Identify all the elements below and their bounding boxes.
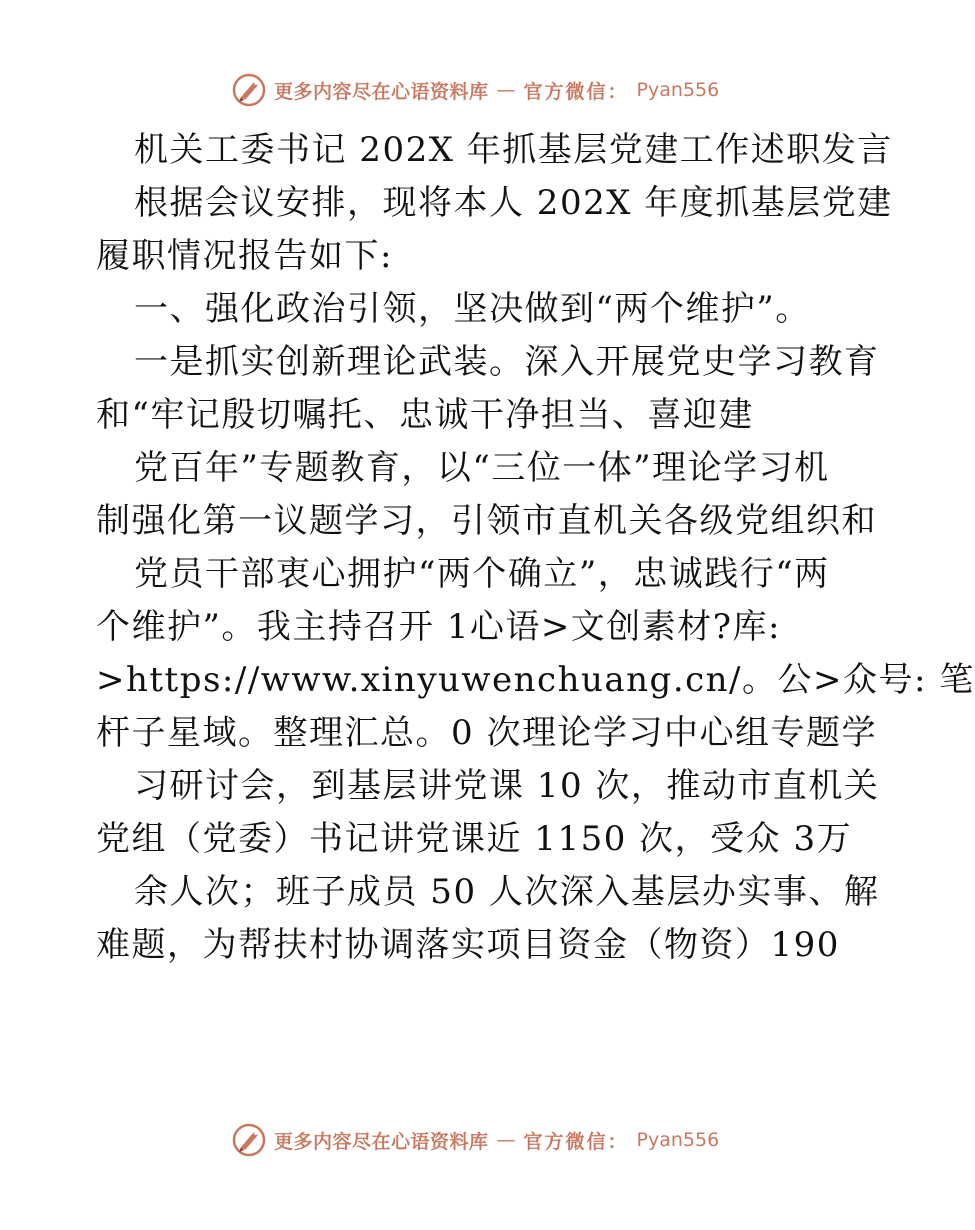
watermark-dash: — (496, 1129, 516, 1151)
text-line: 和“牢记殷切嘱托、忠诚干净担当、喜迎建 (96, 395, 754, 435)
text-line: 杆子星域。整理汇总。0 次理论学习中心组专题学 (96, 713, 877, 753)
text-line: 制强化第一议题学习，引领市直机关各级党组织和 (96, 501, 877, 541)
document-body (96, 124, 975, 972)
footer-watermark (232, 1122, 732, 1158)
watermark-id: Pyan556 (636, 1129, 720, 1151)
text-line: 一是抓实创新理论武装。深入开展党史学习教育 (134, 342, 880, 382)
section-heading: 一、强化政治引领，坚决做到“两个维护”。 (134, 289, 811, 329)
watermark-label: 官方微信： (523, 1130, 629, 1153)
text-line: 余人次；班子成员 50 人次深入基层办实事、解 (134, 872, 880, 912)
pen-logo-icon (232, 1123, 266, 1157)
text-line: 难题，为帮扶村协调落实项目资金（物资）190 (96, 925, 840, 965)
watermark-text: 更多内容尽在心语资料库 (274, 1130, 489, 1153)
watermark-label: 官方微信： (523, 80, 629, 103)
text-line: 根据会议安排，现将本人 202X 年度抓基层党建 (134, 183, 893, 223)
text-line: 习研讨会，到基层讲党课 10 次，推动市直机关 (134, 766, 880, 806)
watermark-id: Pyan556 (636, 79, 720, 101)
watermark-dash: — (496, 79, 516, 101)
header-watermark (232, 72, 732, 108)
text-line: 党百年”专题教育，以“三位一体”理论学习机 (134, 448, 830, 488)
watermark-text: 更多内容尽在心语资料库 (274, 80, 489, 103)
text-line: >https://www.xinyuwenchuang.cn/。公>众号: 笔 (96, 660, 975, 700)
text-line: 履职情况报告如下: (96, 236, 393, 276)
text-line: 党员干部衷心拥护“两个确立”，忠诚践行“两 (134, 554, 830, 594)
text-line: 个维护”。我主持召开 1心语>文创素材?库: (96, 607, 781, 647)
pen-logo-icon (232, 73, 266, 107)
document-title: 机关工委书记 202X 年抓基层党建工作述职发言 (134, 130, 893, 170)
text-line: 党组（党委）书记讲党课近 1150 次，受众 3万 (96, 819, 853, 859)
